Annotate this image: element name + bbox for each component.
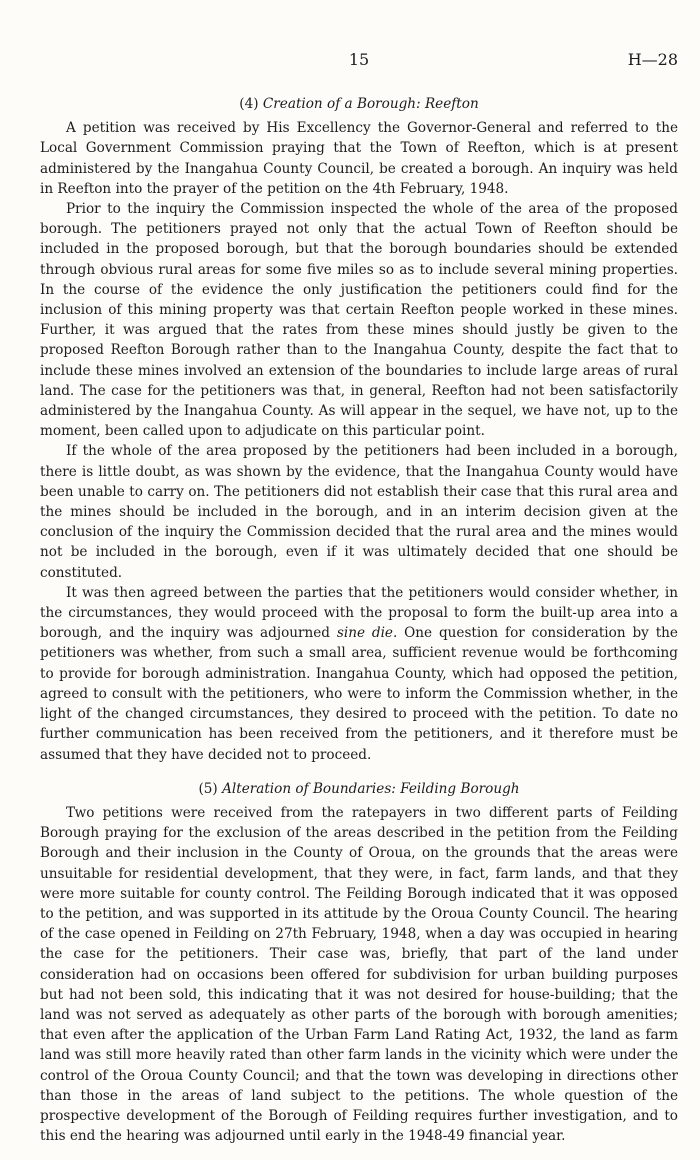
section-title: Creation of a Borough: Reefton [262,96,479,112]
document-reference: H—28 [627,50,678,69]
section-heading [40,94,678,114]
paragraph: If the whole of the area proposed by the petitioners had been included in a borough, there is little doubt, as was shown by the evidence, that the Inangahua County would have been unable to carry on. The petitioners did not establish their case that this rural area and the mines should be included in the borough, and in an interim decision given at the conclusion of the inquiry the Commission decided that the rural area and the mines would not be included in the borough, even if it was ultimately decided that one should be constituted. [40,443,678,581]
section-number: (4) [239,96,259,112]
paragraph [40,583,678,765]
paragraph: Two petitions were received from the ratepayers in two different parts of Feilding Borough praying for the exclusion of the areas described in the petition from the Feilding Borough and their inclusion in the County of Oroua, on the grounds that the areas were unsuitable for residential development, that they were, in fact, farm lands, and that they were more suitable for county control. The Feilding Borough indicated that it was opposed to the petition, and was supported in its attitude by the Oroua County Council. The hearing of the case opened in Feilding on 27th February, 1948, when a day was occupied in hearing the case for the petitioners. Their case was, briefly, that part of the land under consideration had on occasions been offered for subdivision for urban building purposes but had not been sold, this indicating that it was not desired for house-building; that the land was not served as adequately as other parts of the borough with borough amenities; that even after the application of the Urban Farm Land Rating Act, 1932, the land as farm land was still more heavily rated than other farm lands in the vicinity which were under the control of the Oroua County Council; and that the town was developing in directions other than those in the areas of land subject to the petitions. The whole question of the prospective development of the Borough of Feilding requires further investigation, and to this end the hearing was adjourned until early in the 1948-49 financial year. [40,804,678,1145]
page-header [40,50,678,74]
latin-phrase: sine die. [336,625,398,642]
section-creation-of-borough-reefton [40,94,678,765]
page-number: 15 [348,50,370,69]
document-body [40,94,678,1160]
paragraph: Prior to the inquiry the Commission inspected the whole of the area of the proposed borough. The petitioners prayed not only that the actual Town of Reefton should be included in the proposed borough, but that the borough boundaries should be extended through obvious rural areas for some five miles so as to include several mining properties. In the course of the evidence the only justification the petitioners could find for the inclusion of this mining property was that certain Reefton people worked in these mines. Further, it was argued that the rates from these mines should justly be given to the proposed Reefton Borough rather than to the Inangahua County, despite the fact that to include these mines involved an extension of the boundaries to include large areas of rural land. The case for the petitioners was that, in general, Reefton had not been satisfactorily administered by the Inangahua County. As will appear in the sequel, we have not, up to the moment, been called upon to adjudicate on this particular point. [40,201,678,440]
section-title: Alteration of Boundaries: Feilding Borough [222,780,520,797]
paragraph-text: One question for consideration by the petitioners was whether, from such a small area, sufficient revenue would be forthcoming to provide for borough administration. Inangahua County, which had opposed the petition, agreed to consult with the petitioners, who were to inform the Commission whether, in the light of the changed circumstances, they desired to proceed with the petition. To date no further communication has been received from the petitioners, and it therefore must be assumed that they have decided not to proceed. [40,625,678,763]
paragraph: A petition was received by His Excellency the Governor-General and referred to the Local Government Commission praying that the Town of Reefton, which is at present administered by the Inangahua County Council, be created a borough. An inquiry was held in Reefton into the prayer of the petition on the 4th February, 1948. [40,120,678,197]
section-number: (5) [198,780,218,797]
section-alteration-of-boundaries-feilding [40,779,678,1147]
paragraph-text: It was then agreed between the parties that the petitioners would consider whether, in the circumstances, they would proceed with the proposal to form the built-up area into a borough, and the inquiry was adjourned [40,584,678,642]
section-heading [40,779,678,799]
